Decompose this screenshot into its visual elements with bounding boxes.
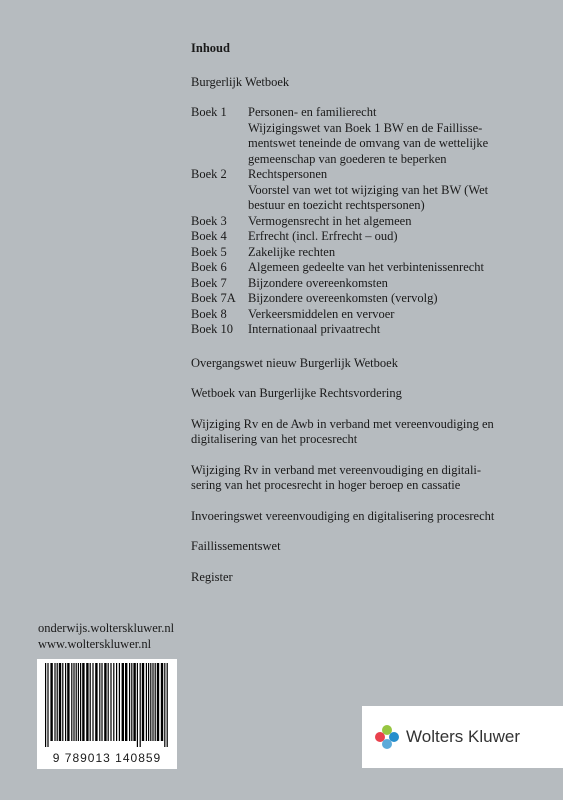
boek-description-line: Wijzigingswet van Boek 1 BW en de Faillisse- <box>248 120 483 135</box>
boek-number: Boek 7 <box>191 275 227 290</box>
boek-description-line: Rechtspersonen <box>248 167 328 181</box>
barcode-bar <box>90 663 91 741</box>
barcode-bar <box>78 663 79 741</box>
barcode-bar <box>131 663 132 741</box>
barcode-bar <box>80 663 81 741</box>
url-main[interactable]: www.wolterskluwer.nl <box>38 637 152 651</box>
boek-description <box>248 214 531 230</box>
toc-section-line: Wijziging Rv in verband met vereenvoudiging en digitali- <box>191 462 482 477</box>
boek-description <box>248 276 531 292</box>
barcode-bar <box>73 663 74 741</box>
boek-row <box>191 245 531 261</box>
toc-section <box>191 539 531 555</box>
boek-row <box>191 167 531 214</box>
barcode-bar <box>140 663 141 747</box>
toc-section <box>191 570 531 586</box>
barcode-bar <box>45 663 46 747</box>
boek-number: Boek 2 <box>191 167 227 181</box>
boek-description <box>248 260 531 276</box>
toc-section-line: Faillissementswet <box>191 539 281 553</box>
barcode-bar <box>76 663 77 741</box>
barcode-bar <box>62 663 63 741</box>
boek-number: Boek 4 <box>191 229 227 243</box>
boek-description <box>248 167 531 214</box>
barcode-bar <box>119 663 120 741</box>
table-of-contents <box>191 41 531 600</box>
url-onderwijs[interactable]: onderwijs.wolterskluwer.nl <box>38 621 175 635</box>
boek-description-line: Bijzondere overeenkomsten <box>248 275 388 290</box>
barcode-bar <box>92 663 93 741</box>
boek-row <box>191 229 531 245</box>
boek-description-line: mentswet teneinde de omvang van de wettelijke <box>248 136 489 150</box>
boek-description-line: Bijzondere overeenkomsten (vervolg) <box>248 291 438 305</box>
toc-section-line: Overgangswet nieuw Burgerlijk Wetboek <box>191 355 398 370</box>
boek-row <box>191 276 531 292</box>
barcode-bar <box>47 663 48 747</box>
boek-description-line: Vermogensrecht in het algemeen <box>248 213 412 228</box>
barcode-bar <box>54 663 55 741</box>
toc-section-line: sering van het procesrecht in hoger beroep en cassatie <box>191 478 461 492</box>
barcode-bar <box>129 663 130 741</box>
barcode-bar <box>164 663 165 747</box>
barcode-bar <box>99 663 100 741</box>
barcode-bar <box>50 663 52 741</box>
toc-section-line: digitalisering van het procesrecht <box>191 432 358 446</box>
boek-description-line: Zakelijke rechten <box>248 244 336 259</box>
boek-number: Boek 3 <box>191 213 227 228</box>
barcode-bar <box>65 663 66 741</box>
toc-title: Inhoud <box>191 41 230 55</box>
barcode-bar <box>148 663 149 741</box>
toc-section <box>191 463 531 494</box>
boek-description <box>248 229 531 245</box>
sections-list <box>191 356 531 586</box>
url-list <box>38 620 174 652</box>
barcode-bar <box>125 663 127 741</box>
boek-row <box>191 214 531 230</box>
bw-heading: Burgerlijk Wetboek <box>191 74 290 89</box>
toc-section-line: Invoeringswet vereenvoudiging en digitalisering procesrecht <box>191 508 495 523</box>
barcode-bar <box>133 663 135 741</box>
boeken-list <box>191 105 531 338</box>
barcode-bar <box>71 663 72 741</box>
barcode-bar <box>137 663 138 747</box>
barcode-bar <box>104 663 106 741</box>
barcode-bar <box>101 663 102 741</box>
toc-section <box>191 417 531 448</box>
barcode-bar <box>113 663 114 741</box>
barcode-bar <box>146 663 147 741</box>
boek-description <box>248 105 531 167</box>
barcode-bar <box>95 663 97 741</box>
boek-row <box>191 105 531 167</box>
barcode-digits: 9 789013 140859 <box>52 751 162 765</box>
barcode-bar <box>150 663 151 741</box>
boek-row <box>191 322 531 338</box>
brand-logo-box <box>362 706 563 768</box>
boek-description-line: bestuur en toezicht rechtspersonen) <box>248 198 425 212</box>
barcode-bar <box>122 663 124 741</box>
boek-description-line: Personen- en familierecht <box>248 105 377 119</box>
boek-row <box>191 291 531 307</box>
boek-number: Boek 10 <box>191 322 234 336</box>
barcode-bar <box>157 663 159 741</box>
boek-description <box>248 322 531 338</box>
barcode-bar <box>67 663 69 741</box>
toc-section <box>191 356 531 372</box>
boek-description-line: Internationaal privaatrecht <box>248 322 381 336</box>
barcode-bar <box>116 663 117 741</box>
barcode-bar <box>155 663 156 741</box>
boek-number: Boek 5 <box>191 244 227 259</box>
boek-number: Boek 8 <box>191 306 227 321</box>
boek-description <box>248 245 531 261</box>
barcode-bar <box>167 663 168 747</box>
wolters-kluwer-logo-icon <box>374 724 400 750</box>
boek-description <box>248 291 531 307</box>
barcode-bar <box>110 663 111 741</box>
boek-description-line: Erfrecht (incl. Erfrecht – oud) <box>248 229 398 243</box>
toc-section <box>191 509 531 525</box>
toc-section <box>191 386 531 402</box>
barcode-bar <box>161 663 163 741</box>
boek-row <box>191 260 531 276</box>
barcode-bars <box>37 663 177 755</box>
barcode-bar <box>142 663 144 741</box>
barcode-bar <box>108 663 109 741</box>
barcode-bar <box>86 663 88 741</box>
boek-description-line: gemeenschap van goederen te beperken <box>248 151 447 166</box>
boek-description <box>248 307 531 323</box>
boek-number: Boek 7A <box>191 291 236 305</box>
boek-description-line: Voorstel van wet tot wijziging van het BW (Wet <box>248 182 489 197</box>
toc-section-line: Wijziging Rv en de Awb in verband met vereenvoudiging en <box>191 416 494 431</box>
brand-name: Wolters Kluwer <box>406 727 520 746</box>
boek-description-line: Verkeersmiddelen en vervoer <box>248 306 395 321</box>
barcode-bar <box>57 663 58 741</box>
barcode-bar <box>152 663 153 741</box>
toc-section-line: Wetboek van Burgerlijke Rechtsvordering <box>191 386 402 400</box>
boek-row <box>191 307 531 323</box>
boek-number: Boek 1 <box>191 105 227 119</box>
isbn-barcode <box>37 659 177 769</box>
barcode-bar <box>59 663 61 741</box>
toc-section-line: Register <box>191 569 233 584</box>
boek-description-line: Algemeen gedeelte van het verbintenissenrecht <box>248 260 485 274</box>
barcode-bar <box>82 663 84 741</box>
boek-number: Boek 6 <box>191 260 227 274</box>
